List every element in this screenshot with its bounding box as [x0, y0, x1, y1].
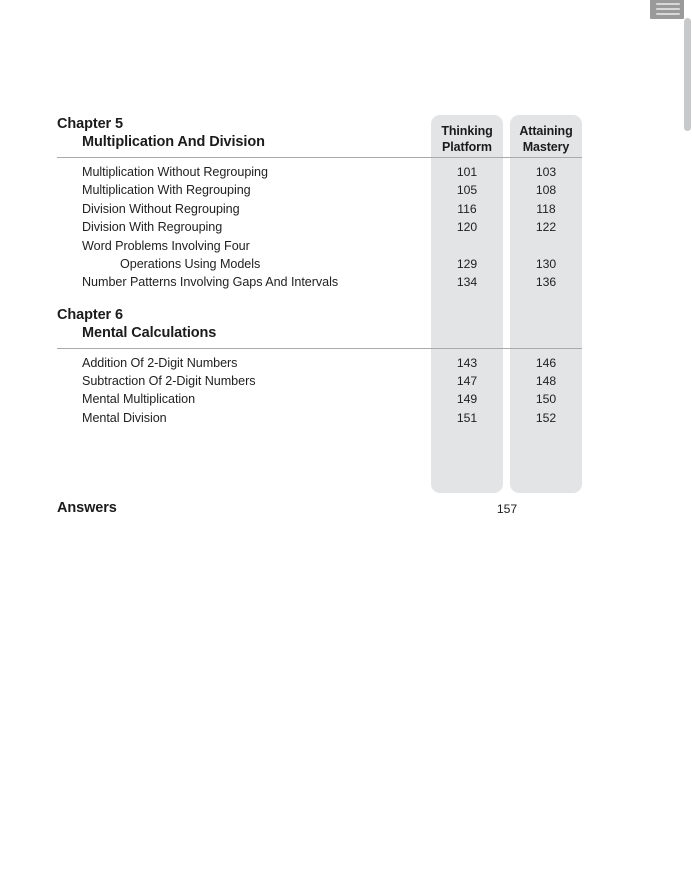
toc-entry-page-attaining-mastery: 148	[535, 374, 557, 389]
vertical-scrollbar-thumb[interactable]	[684, 18, 691, 131]
toc-entry-label: Multiplication With Regrouping	[82, 183, 251, 198]
toc-entry-page-thinking-platform: 129	[456, 256, 478, 271]
menu-icon-bar	[656, 8, 680, 10]
toc-entry[interactable]	[57, 374, 582, 392]
menu-button[interactable]	[650, 0, 684, 19]
toc-entry-page-thinking-platform: 105	[456, 183, 478, 198]
toc-entry-page-attaining-mastery: 130	[535, 256, 557, 271]
toc-entry-page-attaining-mastery: 108	[535, 183, 557, 198]
toc-entry-page-attaining-mastery: 103	[535, 164, 557, 179]
toc-entry-page-thinking-platform: 149	[456, 392, 478, 407]
toc-entry-label: Operations Using Models	[120, 256, 261, 271]
column-header-thinking-platform	[431, 123, 503, 155]
toc-entry-label: Division Without Regrouping	[82, 201, 240, 216]
chapter-block	[57, 115, 582, 294]
column-header-line1: Thinking	[441, 124, 493, 138]
toc-entry[interactable]	[57, 220, 582, 238]
menu-icon-bar	[656, 3, 680, 5]
chapter-block	[57, 294, 582, 430]
answers-row	[57, 500, 582, 522]
vertical-scrollbar-track[interactable]	[683, 0, 692, 876]
toc-entry-page-thinking-platform: 147	[456, 374, 478, 389]
chapter-divider	[57, 348, 582, 349]
toc-entry-label: Division With Regrouping	[82, 220, 223, 235]
toc-entry-label: Subtraction Of 2-Digit Numbers	[82, 374, 256, 389]
answers-page-number: 157	[496, 502, 518, 516]
column-header-attaining-mastery	[510, 123, 582, 155]
chapter-title: Mental Calculations	[82, 324, 217, 341]
toc-entry-page-thinking-platform: 143	[456, 355, 478, 370]
toc-entry-page-attaining-mastery: 152	[535, 410, 557, 425]
toc-entry-page-thinking-platform: 134	[456, 275, 478, 290]
chapter-title: Multiplication And Division	[82, 134, 265, 151]
menu-icon-bar	[656, 13, 680, 15]
toc-entry[interactable]	[57, 392, 582, 410]
toc-entry-label: Mental Division	[82, 410, 167, 425]
toc-entry-page-attaining-mastery: 136	[535, 275, 557, 290]
column-header-line2: Mastery	[522, 140, 570, 154]
chapter-number: Chapter 6	[57, 306, 123, 323]
toc-entry-label: Word Problems Involving Four	[82, 238, 250, 253]
toc-entry-label: Addition Of 2-Digit Numbers	[82, 355, 238, 370]
toc-entry[interactable]	[57, 183, 582, 201]
toc-entry-page-thinking-platform: 101	[456, 164, 478, 179]
toc-entry-page-attaining-mastery: 150	[535, 392, 557, 407]
table-of-contents	[57, 115, 582, 429]
chapters-container	[57, 115, 582, 429]
toc-entry[interactable]	[57, 411, 582, 429]
toc-entry-page-thinking-platform: 116	[457, 201, 477, 216]
toc-entry-page-attaining-mastery: 146	[535, 355, 557, 370]
chapter-spacer	[57, 294, 582, 306]
toc-entry-page-thinking-platform: 120	[456, 220, 478, 235]
toc-entry-label: Multiplication Without Regrouping	[82, 164, 268, 179]
answers-label: Answers	[57, 500, 117, 516]
toc-entry-page-thinking-platform: 151	[456, 410, 478, 425]
toc-entry[interactable]	[57, 202, 582, 220]
column-header-line2: Platform	[442, 140, 492, 154]
chapter-divider	[57, 157, 582, 158]
toc-entry[interactable]	[57, 165, 582, 183]
toc-entry-page-attaining-mastery: 118	[536, 201, 556, 216]
toc-entry[interactable]	[57, 275, 582, 293]
toc-entry[interactable]	[57, 257, 582, 275]
toc-entry-label: Mental Multiplication	[82, 392, 196, 407]
toc-entry-page-attaining-mastery: 122	[535, 220, 557, 235]
toc-entry-label: Number Patterns Involving Gaps And Intervals	[82, 275, 339, 290]
column-header-line1: Attaining	[519, 124, 573, 138]
chapter-number: Chapter 5	[57, 116, 123, 132]
toc-entry[interactable]	[57, 239, 582, 257]
toc-entry[interactable]	[57, 356, 582, 374]
